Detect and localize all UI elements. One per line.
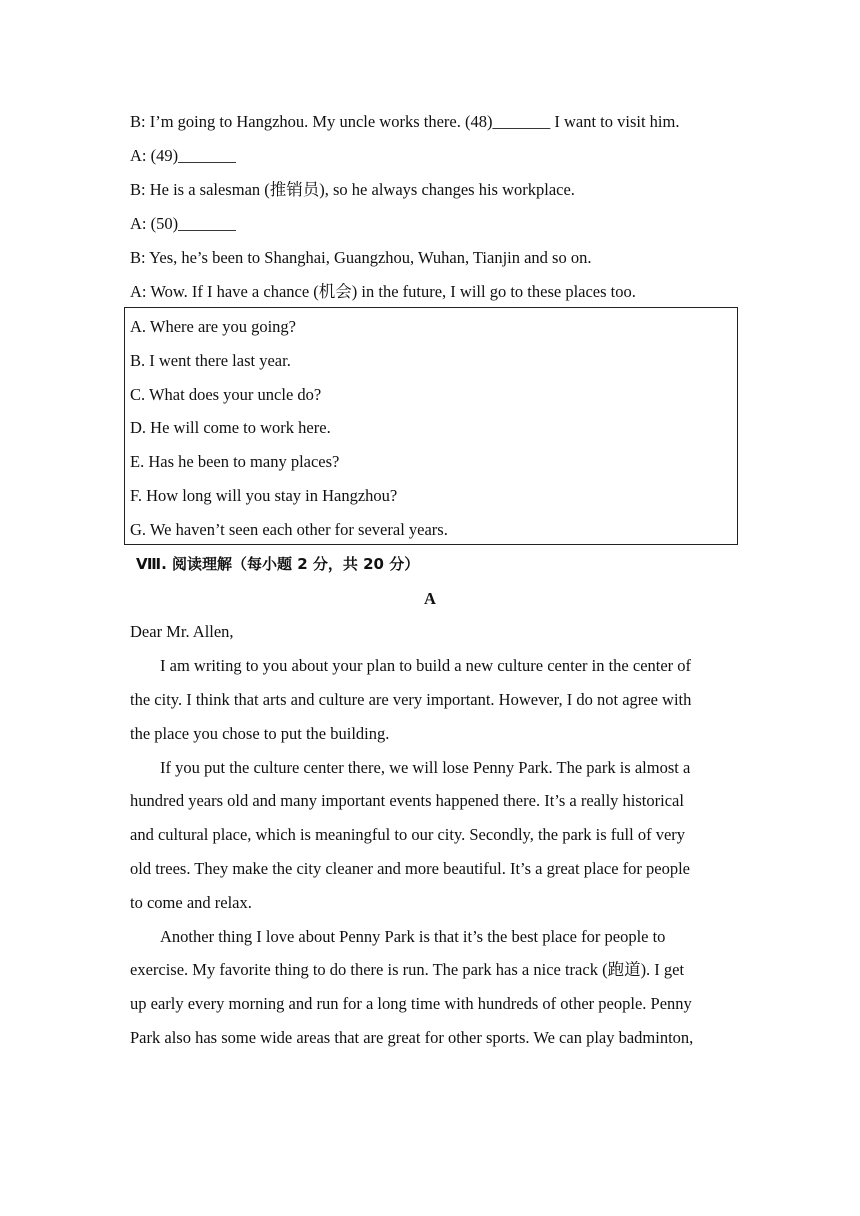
passage-line: hundred years old and many important events happened there. It’s a really historical <box>130 791 684 810</box>
passage-line: Another thing I love about Penny Park is that it’s the best place for people to <box>160 927 666 946</box>
passage-line: I am writing to you about your plan to build a new culture center in the center of <box>160 656 692 675</box>
passage-line: If you put the culture center there, we will lose Penny Park. The park is almost a <box>160 758 691 777</box>
dialogue-line-cities: B: Yes, he’s been to Shanghai, Guangzhou, Wuhan, Tianjin and so on. <box>130 248 592 267</box>
option-c: C. What does your uncle do? <box>130 385 322 404</box>
passage-line: to come and relax. <box>130 893 252 912</box>
salutation: Dear Mr. Allen, <box>130 622 234 641</box>
option-f: F. How long will you stay in Hangzhou? <box>130 486 398 505</box>
dialogue-line-chance: A: Wow. If I have a chance (机会) in the future, I will go to these places too. <box>130 282 636 301</box>
passage-line: the city. I think that arts and culture are very important. However, I do not agree with <box>130 690 692 709</box>
passage-line: the place you chose to put the building. <box>130 724 390 743</box>
option-g: G. We haven’t seen each other for several years. <box>130 520 448 539</box>
options-box <box>124 307 738 545</box>
option-e: E. Has he been to many places? <box>130 452 340 471</box>
section-heading: Ⅷ. 阅读理解（每小题 2 分，共 20 分） <box>136 555 420 573</box>
dialogue-line-salesman: B: He is a salesman (推销员), so he always changes his workplace. <box>130 180 575 199</box>
option-d: D. He will come to work here. <box>130 418 331 437</box>
dialogue-line-48: B: I’m going to Hangzhou. My uncle works there. (48)_______ I want to visit him. <box>130 112 680 131</box>
option-a: A. Where are you going? <box>130 317 297 336</box>
passage-line: up early every morning and run for a long time with hundreds of other people. Penny <box>130 994 692 1013</box>
passage-line: and cultural place, which is meaningful to our city. Secondly, the park is full of very <box>130 825 686 844</box>
option-b: B. I went there last year. <box>130 351 291 370</box>
dialogue-line-50: A: (50)_______ <box>130 214 236 233</box>
passage-line: Park also has some wide areas that are great for other sports. We can play badminton, <box>130 1028 694 1047</box>
dialogue-line-49: A: (49)_______ <box>130 146 236 165</box>
passage-line: old trees. They make the city cleaner and more beautiful. It’s a great place for people <box>130 859 690 878</box>
passage-line: exercise. My favorite thing to do there is run. The park has a nice track (跑道). I get <box>130 960 685 979</box>
passage-label: A <box>424 589 436 608</box>
